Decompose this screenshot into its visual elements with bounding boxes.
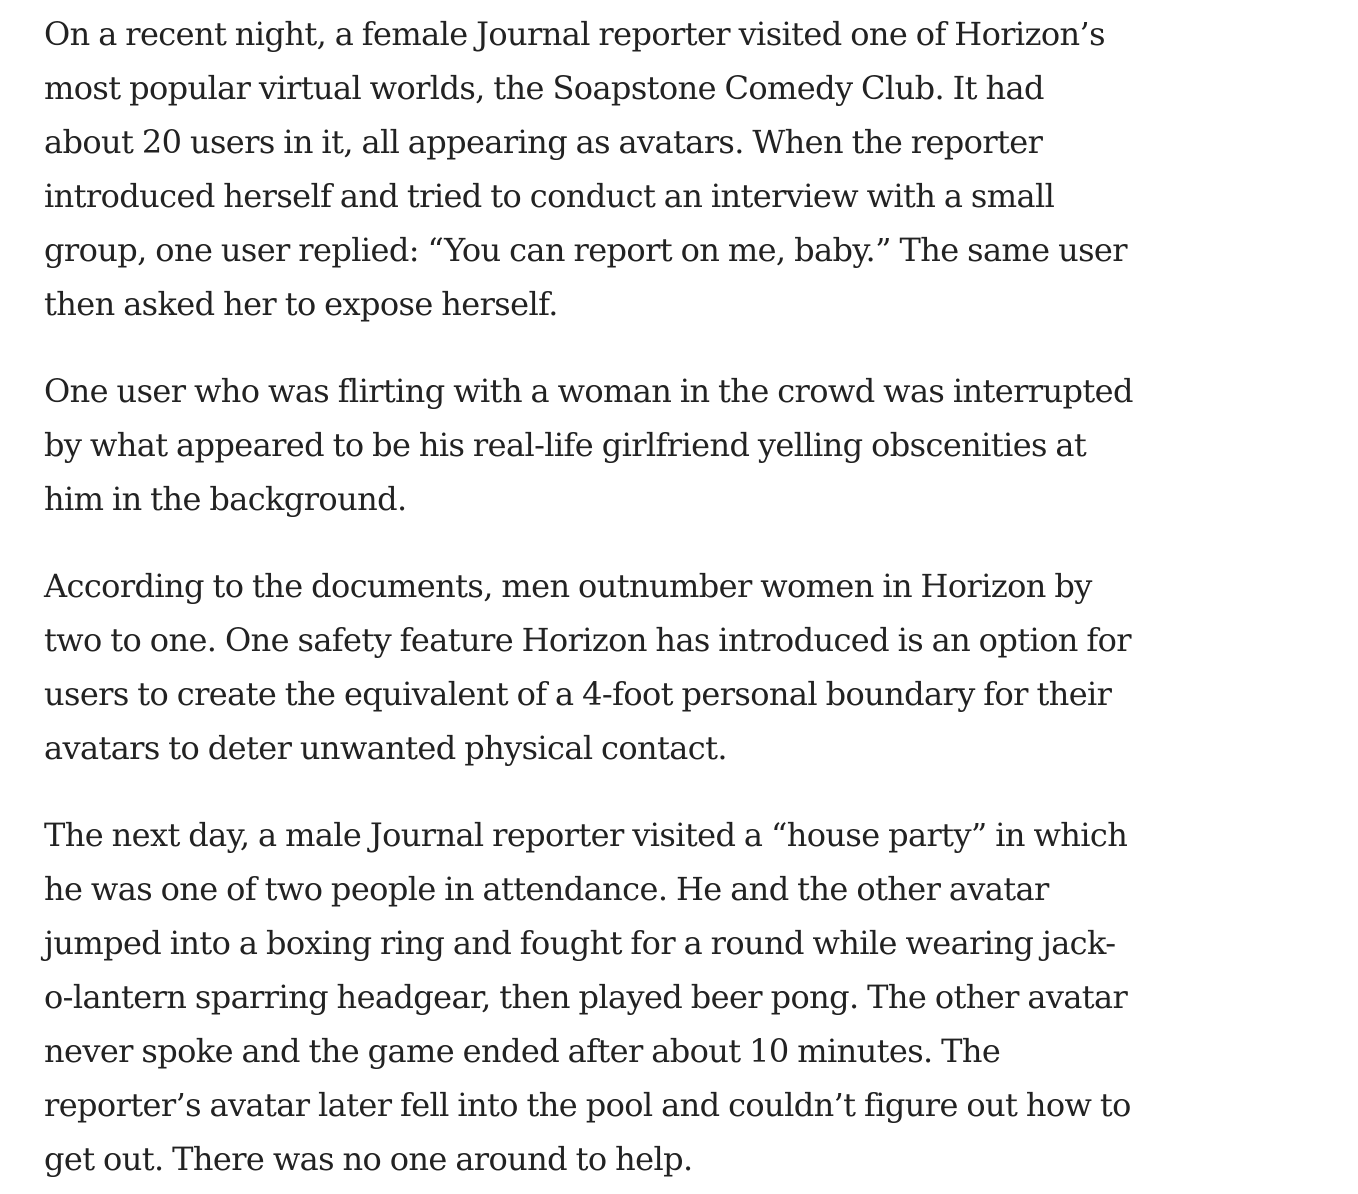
article-paragraph: The next day, a male Journal reporter visited a “house party” in which he was one of two people in attendance. He and the other avatar jumped into a boxing ring and fought for a round while wearing jack-o-lantern sparring headgear, then played beer pong. The other avatar never spoke and the game ended after about 10 minutes. The reporter’s avatar later fell into the pool and couldn’t figure out how to get out. There was no one around to help. xyxy=(44,816,1131,1178)
article-paragraph: One user who was flirting with a woman in the crowd was interrupted by what appeared to be his real-life girlfriend yelling obscenities at him in the background. xyxy=(44,372,1133,518)
article-paragraph: On a recent night, a female Journal reporter visited one of Horizon’s most popular virtual worlds, the Soapstone Comedy Club. It had about 20 users in it, all appearing as avatars. When the reporter introduced herself and tried to conduct an interview with a small group, one user replied: “You can report on me, baby.” The same user then asked her to expose herself. xyxy=(44,15,1127,323)
article-paragraph: According to the documents, men outnumber women in Horizon by two to one. One safety feature Horizon has introduced is an option for users to create the equivalent of a 4-foot personal boundary for their avatars to deter unwanted physical contact. xyxy=(44,567,1131,767)
article-body xyxy=(44,7,1134,1186)
